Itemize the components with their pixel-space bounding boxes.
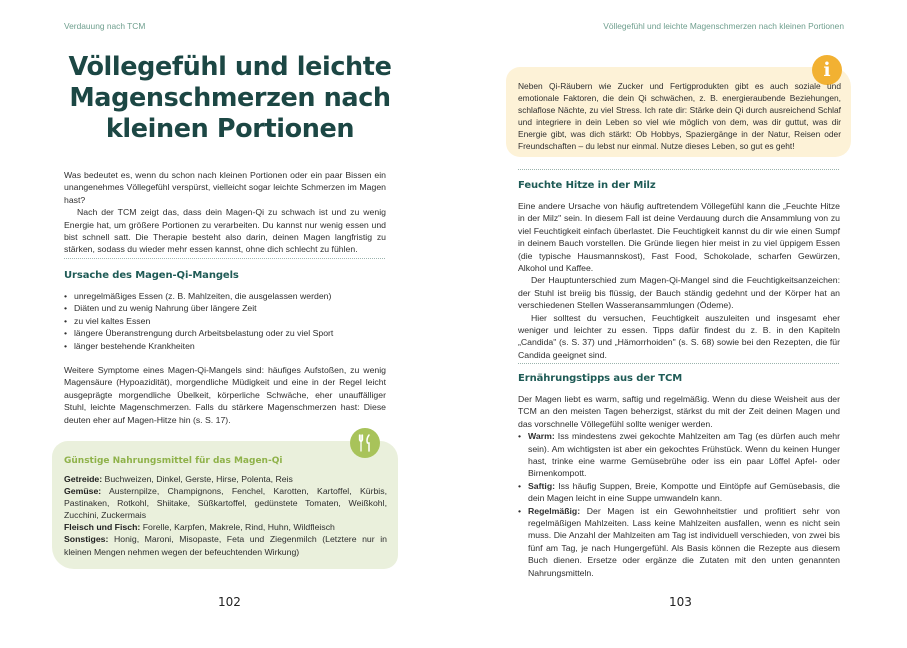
left-page xyxy=(0,0,453,648)
nutrition-section xyxy=(518,373,840,579)
list-item: • Diäten und zu wenig Nahrung über längere Zeit xyxy=(64,302,386,314)
food-box-list xyxy=(64,473,387,558)
list-item: • Regelmäßig: Der Magen ist ein Gewohnheitstier und profitiert sehr von regelmäßigen Mahlzeiten. Lass keine Mahlzeiten ausfallen, wenn es nicht sein muss. Die Anzahl der Mahlzeiten am Tag ist individuell verschieden, von zwei bis fünf am Tag, je nach Hungergefühl. Als Basis können die Rezepte aus diesem Buch dienen. Ersetze oder ergänze die Zutaten mit den unten genannten Nahrungsmitteln. xyxy=(518,505,840,579)
damp-paragraph-3: Hier solltest du versuchen, Feuchtigkeit auszuleiten und insgesamt eher weniger und leichter zu essen. Tipps dafür findest du z. B. in den Kapiteln „Candida" (s. S. 37) und „Hämorrhoiden" (s. S. 68) sowie bei den Rezepten, die für Candida geeignet sind. xyxy=(518,312,840,360)
damp-paragraph-1: Eine andere Ursache von häufig auftretendem Völlegefühl kann die „Feuchte Hitze in der Milz" sein. In diesem Fall ist deine Verdauung durch die Ansammlung von zu viel Feuchtigkeit einfach überlastet. Die Feuchtigkeit kannst du dir wie einen Sumpf in deinem Bauch vorstellen. Die Gründe liegen hier meist in zu viel üppigem Essen (die typische Hausmannskost), Fast Food, Schokolade, scharfen Gewürzen, Alkohol und Kaffee. xyxy=(518,201,840,274)
food-item-other: Sonstiges: Honig, Maroni, Misopaste, Feta und Ziegenmilch (Letztere nur in kleinen Mengen nehmen wegen der befeuchtenden Wirkung) xyxy=(64,534,387,557)
divider xyxy=(64,258,385,259)
intro-paragraph-1: Was bedeutet es, wenn du schon nach kleinen Portionen oder ein paar Bissen ein unangenehmes Völlegefühl verspürst, vielleicht sogar leichte Schmerzen im Magen hast? xyxy=(64,170,386,205)
nutrition-intro: Der Magen liebt es warm, saftig und regelmäßig. Wenn du diese Weisheit aus der TCM an den meisten Tagen beherzigst, stärkst du mit der Zeit deinen Magen und das vorschnelle Völlegefühl sollte weniger werden. xyxy=(518,394,840,429)
list-item: • länger bestehende Krankheiten xyxy=(64,340,386,352)
cause-section xyxy=(64,270,386,426)
symptoms-paragraph: Weitere Symptome eines Magen-Qi-Mangels sind: häufiges Aufstoßen, zu wenig Magensäure (Hypoazidität), morgendliche Müdigkeit und eine in der Regel leicht ausgeprägte morgendliche Übelkeit, körperliche Schwäche, eher unauffälliger Stuhl, leichte Magenschmerzen. Falls du stärkere Magenschmerzen hast: Diese deuten eher auf Magen-Hitze hin (s. S. 17). xyxy=(64,365,386,425)
info-icon: i xyxy=(812,55,842,85)
section-heading-cause: Ursache des Magen-Qi-Mangels xyxy=(64,270,239,281)
cutlery-icon xyxy=(350,428,380,458)
list-item: • Warm: Iss mindestens zwei gekochte Mahlzeiten am Tag (es dürfen auch mehr sein). Am wichtigsten ist aber ein gekochtes Frühstück. Wenn du keinen Hunger hast, trinke eine warme Gemüsebrühe oder iss ein paar Löffel Apfel- oder Birnenkompott. xyxy=(518,430,840,480)
food-item-meat-fish: Fleisch und Fisch: Forelle, Karpfen, Makrele, Rind, Huhn, Wildfleisch xyxy=(64,522,335,533)
section-heading-damp-heat: Feuchte Hitze in der Milz xyxy=(518,180,656,191)
food-item-grains: Getreide: Buchweizen, Dinkel, Gerste, Hirse, Polenta, Reis xyxy=(64,474,293,484)
section-heading-nutrition: Ernährungstipps aus der TCM xyxy=(518,373,683,384)
divider xyxy=(518,363,839,364)
right-page xyxy=(454,0,907,648)
page-number: 102 xyxy=(218,595,241,609)
divider xyxy=(518,169,839,170)
page-number: 103 xyxy=(669,595,692,609)
running-head: Völlegefühl und leichte Magenschmerzen nach kleinen Portionen xyxy=(603,21,844,31)
damp-paragraph-2: Der Hauptunterschied zum Magen-Qi-Mangel sind die Feuchtigkeitsanzeichen: der Stuhl ist breiig bis flüssig, der Bauch ständig gedehnt und der Körper hat an verschiedenen Stellen Wasseransammlungen (Ödeme). xyxy=(518,275,840,311)
food-tip-box xyxy=(52,441,398,569)
running-head: Verdauung nach TCM xyxy=(64,21,146,31)
list-item: • zu viel kaltes Essen xyxy=(64,315,386,327)
page-title: Völlegefühl und leichte Magenschmerzen nach kleinen Portionen xyxy=(68,52,392,144)
list-item: • längere Überanstrengung durch Arbeitsbelastung oder zu viel Sport xyxy=(64,327,386,339)
info-tip-box xyxy=(506,59,851,157)
damp-heat-section xyxy=(518,180,840,361)
cause-list xyxy=(64,290,386,352)
list-item: • Saftig: Iss häufig Suppen, Breie, Kompotte und Eintöpfe auf Gemüsebasis, die dein Magen leicht in eine Suppe umwandeln kann. xyxy=(518,480,840,505)
list-item: • unregelmäßiges Essen (z. B. Mahlzeiten, die ausgelassen werden) xyxy=(64,290,386,302)
food-item-vegetables: Gemüse: Austernpilze, Champignons, Fenchel, Karotten, Kartoffel, Kürbis, Pastinaken, Rotkohl, Shiitake, Süßkartoffel, gedünstete Tomaten, Weißkohl, Zucchini, Zuckermais xyxy=(64,486,387,521)
intro-paragraph-2: Nach der TCM zeigt das, dass dein Magen-Qi zu schwach ist und zu wenig Energie hat, um größere Portionen zu verarbeiten. Du kannst nur wenig essen und bist schnell satt. Die Therapie besteht also darin, deinen Magen langfristig zu stärken, sodass du wieder mehr essen kannst, ohne dich schlecht zu fühlen. xyxy=(64,207,386,255)
nutrition-list xyxy=(518,430,840,579)
info-box-text: Neben Qi-Räubern wie Zucker und Fertigprodukten gibt es auch soziale und emotionale Faktoren, die dein Qi schwächen, z. B. energieraubende Beziehungen, schlaflose Nächte, zu viel Stress. Ich rate dir: Stärke dein Qi durch ausreichend Schlaf und integriere in dein Leben so viel wie möglich von dem, was dir guttut, was dir Energie gibt, was dich stärkt: Ob Hobbys, Spaziergänge in der Natur, Reisen oder Freundschaften – du lebst nur einmal. Nutze dieses Leben, so gut es geht! xyxy=(518,81,841,152)
food-box-title: Günstige Nahrungsmittel für das Magen-Qi xyxy=(64,456,283,466)
intro-section xyxy=(64,169,386,256)
